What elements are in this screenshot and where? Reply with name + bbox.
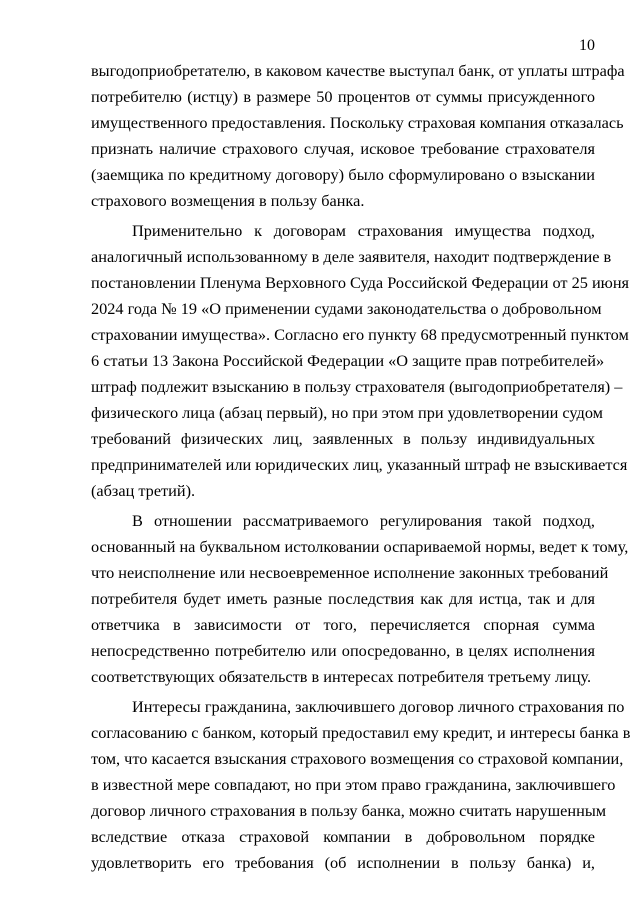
text-line: основанный на буквальном истолковании оспариваемой нормы, ведет к тому, bbox=[91, 537, 629, 556]
paragraph-1 bbox=[91, 58, 625, 214]
text-line: предпринимателей или юридических лиц, указанный штраф не взыскивается bbox=[91, 455, 628, 474]
text-line: (абзац третий). bbox=[91, 481, 196, 500]
text-line: страхового возмещения в пользу банка. bbox=[91, 191, 365, 210]
paragraph-3 bbox=[91, 508, 629, 690]
text-line: Применительно к договорам страхования имущества подход, bbox=[132, 221, 595, 240]
text-line: непосредственно потребителю или опосредованно, в целях исполнения bbox=[91, 641, 595, 660]
text-line: том, что касается взыскания страхового возмещения со страховой компании, bbox=[91, 749, 624, 768]
text-line: имущественного предоставления. Поскольку страховая компания отказалась bbox=[91, 113, 624, 132]
text-line: согласованию с банком, который предоставил ему кредит, и интересы банка в bbox=[91, 723, 631, 742]
document-body bbox=[91, 58, 631, 876]
text-line: что неисполнение или несвоевременное исполнение законных требований bbox=[91, 563, 609, 582]
text-line: В отношении рассматриваемого регулирования такой подход, bbox=[132, 511, 595, 530]
text-line: ответчика в зависимости от того, перечисляется спорная сумма bbox=[91, 615, 595, 634]
text-line: физического лица (абзац первый), но при этом при удовлетворении судом bbox=[91, 403, 603, 422]
text-line: в известной мере совпадают, но при этом право гражданина, заключившего bbox=[91, 775, 616, 794]
text-line: потребителя будет иметь разные последствия как для истца, так и для bbox=[91, 589, 595, 608]
text-line: признать наличие страхового случая, исковое требование страхователя bbox=[91, 139, 595, 158]
text-line: (заемщика по кредитному договору) было сформулировано о взыскании bbox=[91, 165, 595, 184]
text-line: аналогичный использованному в деле заявителя, находит подтверждение в bbox=[91, 247, 612, 266]
paragraph-4 bbox=[91, 694, 631, 876]
text-line: требований физических лиц, заявленных в пользу индивидуальных bbox=[91, 429, 595, 448]
text-line: страховании имущества». Согласно его пункту 68 предусмотренный пунктом bbox=[91, 325, 629, 344]
text-line: постановлении Пленума Верховного Суда Российской Федерации от 25 июня bbox=[91, 273, 630, 292]
text-line: штраф подлежит взысканию в пользу страхователя (выгодоприобретателя) – bbox=[91, 377, 623, 396]
text-line: 6 статьи 13 Закона Российской Федерации «О защите прав потребителей» bbox=[91, 351, 605, 370]
text-line: 2024 года № 19 «О применении судами законодательства о добровольном bbox=[91, 299, 602, 318]
text-line: договор личного страхования в пользу банка, можно считать нарушенным bbox=[91, 801, 607, 820]
text-line: вследствие отказа страховой компании в добровольном порядке bbox=[91, 827, 595, 846]
text-line: потребителю (истцу) в размере 50 процентов от суммы присужденного bbox=[91, 87, 595, 106]
text-line: удовлетворить его требования (об исполнении в пользу банка) и, bbox=[91, 853, 595, 872]
page-number: 10 bbox=[579, 37, 595, 54]
paragraph-2 bbox=[91, 218, 630, 504]
text-line: соответствующих обязательств в интересах потребителя третьему лицу. bbox=[91, 667, 592, 686]
text-line: Интересы гражданина, заключившего договор личного страхования по bbox=[132, 697, 625, 716]
text-line: выгодоприобретателю, в каковом качестве выступал банк, от уплаты штрафа bbox=[91, 61, 625, 80]
